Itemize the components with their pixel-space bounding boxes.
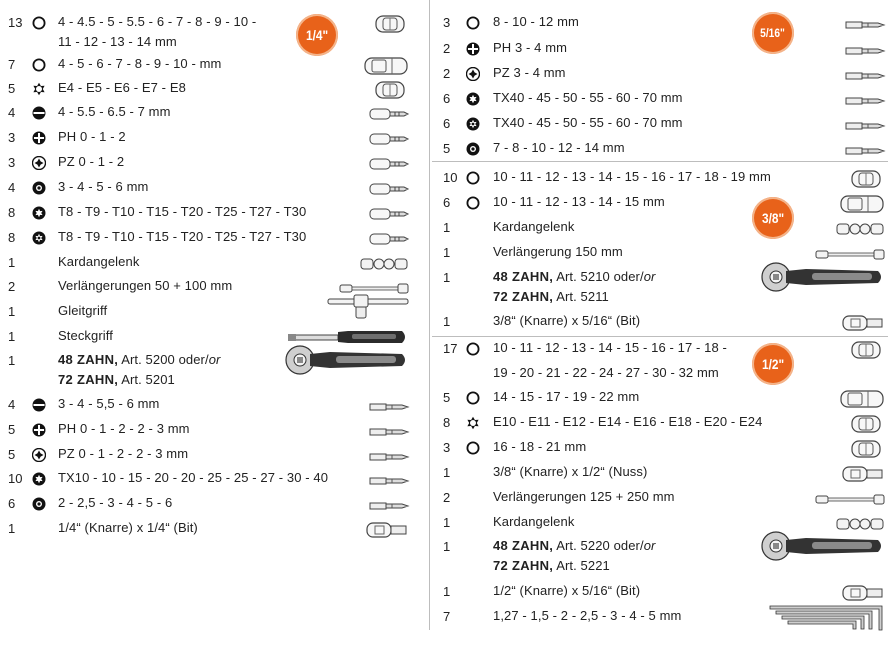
item-quantity: 5 [8, 447, 16, 462]
hex-socket-icon [466, 391, 480, 405]
item-description [493, 242, 623, 262]
bit-image [844, 94, 886, 112]
description-line-1: E4 - E5 - E6 - E7 - E8 [58, 80, 186, 95]
description-line-2: 11 - 12 - 13 - 14 mm [58, 34, 177, 49]
article-number: Art. 5200 oder/ [118, 352, 209, 367]
item-quantity: 3 [8, 130, 16, 145]
item-quantity: 10 [443, 170, 458, 185]
description-line-1: 10 - 11 - 12 - 13 - 14 - 15 - 16 - 17 - 18 - [493, 340, 727, 355]
description-line-1: 16 - 18 - 21 mm [493, 439, 587, 454]
description-line-1: PH 0 - 1 - 2 [58, 129, 126, 144]
description-line-1: T8 - T9 - T10 - T15 - T20 - T25 - T27 - T30 [58, 204, 307, 219]
article-number: Art. 5201 [118, 372, 175, 387]
hex-socket-icon [466, 171, 480, 185]
item-description [493, 606, 681, 626]
section-divider-38 [432, 161, 888, 162]
ujoint-image [834, 220, 886, 243]
item-description [58, 350, 220, 390]
bit-image [844, 44, 886, 62]
description-line-1: 10 - 11 - 12 - 13 - 14 - 15 mm [493, 194, 665, 209]
description-line-1: PZ 0 - 1 - 2 [58, 154, 125, 169]
item-quantity: 1 [8, 304, 16, 319]
item-quantity: 8 [8, 205, 16, 220]
or-italic: or [643, 538, 656, 553]
phillips-bit-icon [32, 423, 46, 437]
item-description [493, 437, 586, 457]
item-description [493, 113, 683, 133]
item-quantity: 5 [8, 81, 16, 96]
item-description [493, 536, 655, 576]
pozidriv-bit-icon [466, 67, 480, 81]
bit-image [368, 425, 410, 443]
teeth-count-72: 72 ZAHN, [58, 372, 119, 387]
item-quantity: 7 [8, 57, 16, 72]
hex-key-bit-icon [32, 497, 46, 511]
torx-bit-icon [32, 206, 46, 220]
adapter-image [364, 519, 410, 546]
item-quantity: 3 [8, 155, 16, 170]
item-description [493, 487, 675, 507]
article-number: Art. 5220 oder/ [553, 538, 644, 553]
item-description [58, 227, 306, 247]
description-line-1: Steckgriff [58, 328, 113, 343]
slotted-bit-icon [32, 398, 46, 412]
item-description [58, 444, 188, 464]
hex-key-bit-icon [32, 181, 46, 195]
item-quantity: 1 [443, 220, 451, 235]
item-quantity: 8 [8, 230, 16, 245]
item-description [58, 394, 160, 414]
deep-socket-image [362, 55, 410, 82]
description-line-1: 1/4“ (Knarre) x 1/4“ (Bit) [58, 520, 198, 535]
item-description [493, 311, 640, 331]
teeth-count-48: 48 ZAHN, [493, 269, 554, 284]
item-quantity: 17 [443, 341, 458, 356]
adapter-image [840, 312, 886, 339]
teeth-count-48: 48 ZAHN, [493, 538, 554, 553]
item-quantity: 5 [8, 422, 16, 437]
ratchet-image [278, 344, 410, 389]
item-quantity: 5 [443, 141, 451, 156]
description-line-1: 3 - 4 - 5,5 - 6 mm [58, 396, 160, 411]
description-line-1: 3 - 4 - 5 - 6 mm [58, 179, 149, 194]
description-line-1: PH 3 - 4 mm [493, 40, 568, 55]
item-description [493, 387, 639, 407]
item-description [493, 38, 567, 58]
item-description [58, 276, 232, 296]
description-line-2: 19 - 20 - 21 - 22 - 24 - 27 - 30 - 32 mm [493, 365, 719, 380]
description-line-1: Kardangelenk [493, 514, 575, 529]
teeth-count-72: 72 ZAHN, [493, 558, 554, 573]
item-description [493, 12, 579, 32]
description-line-1: 4 - 5 - 6 - 7 - 8 - 9 - 10 - mm [58, 56, 222, 71]
description-line-1: Verlängerung 150 mm [493, 244, 623, 259]
hex-socket-icon [466, 441, 480, 455]
item-description [58, 301, 107, 321]
description-line-1: 2 - 2,5 - 3 - 4 - 5 - 6 [58, 495, 173, 510]
or-italic: or [643, 269, 656, 284]
e-torx-socket-icon [466, 416, 480, 430]
item-description [493, 192, 665, 212]
hex-socket-icon [466, 16, 480, 30]
item-description [58, 202, 306, 222]
item-quantity: 1 [8, 521, 16, 536]
description-line-1: E10 - E11 - E12 - E14 - E16 - E18 - E20 - E24 [493, 414, 763, 429]
hex-socket-icon [32, 58, 46, 72]
item-quantity: 5 [443, 390, 451, 405]
description-line-1: 4 - 4.5 - 5 - 5.5 - 6 - 7 - 8 - 9 - 10 - [58, 14, 257, 29]
pozidriv-bit-icon [32, 156, 46, 170]
article-number: Art. 5210 oder/ [553, 269, 644, 284]
bit-socket-image [368, 231, 410, 252]
bit-image [844, 18, 886, 36]
adapter-image [840, 463, 886, 490]
bit-socket-image [368, 106, 410, 127]
description-line-1: 1,27 - 1,5 - 2 - 2,5 - 3 - 4 - 5 mm [493, 608, 682, 623]
column-divider [429, 0, 430, 630]
item-description [58, 177, 148, 197]
item-description [493, 512, 574, 532]
socket-image [370, 79, 410, 106]
bit-image [368, 400, 410, 418]
badge-quarter-inch: 1/4" [296, 14, 338, 56]
item-quantity: 8 [443, 415, 451, 430]
item-description [58, 518, 198, 538]
socket-image [846, 168, 886, 195]
description-line-1: T8 - T9 - T10 - T15 - T20 - T25 - T27 - T30 [58, 229, 307, 244]
item-quantity: 1 [8, 329, 16, 344]
item-description [493, 412, 762, 432]
description-line-1: Gleitgriff [58, 303, 108, 318]
item-description [58, 252, 139, 272]
pozidriv-bit-icon [32, 448, 46, 462]
item-quantity: 2 [443, 66, 451, 81]
teeth-count-72: 72 ZAHN, [493, 289, 554, 304]
item-quantity: 1 [443, 465, 451, 480]
badge-three-eighth-inch: 3/8" [752, 197, 794, 239]
item-description [493, 88, 683, 108]
or-italic: or [208, 352, 221, 367]
item-quantity: 4 [8, 397, 16, 412]
item-description [493, 462, 647, 482]
description-line-1: TX10 - 10 - 15 - 20 - 20 - 25 - 25 - 27 - 30 - 40 [58, 470, 329, 485]
deep-socket-image [838, 193, 886, 220]
item-quantity: 4 [8, 180, 16, 195]
description-line-1: 3/8“ (Knarre) x 1/2“ (Nuss) [493, 464, 648, 479]
socket-image [846, 413, 886, 440]
bit-socket-image [368, 181, 410, 202]
bit-socket-image [368, 206, 410, 227]
description-line-1: Verlängerungen 125 + 250 mm [493, 489, 675, 504]
item-description [493, 63, 566, 83]
item-quantity: 1 [8, 255, 16, 270]
item-quantity: 4 [8, 105, 16, 120]
item-description [58, 102, 171, 122]
description-line-1: 3/8“ (Knarre) x 5/16“ (Bit) [493, 313, 641, 328]
item-quantity: 1 [443, 270, 451, 285]
description-line-1: 10 - 11 - 12 - 13 - 14 - 15 - 16 - 17 - 18 - 19 mm [493, 169, 771, 184]
ujoint-image [358, 255, 410, 278]
torx-bit-icon [466, 92, 480, 106]
item-quantity: 2 [443, 490, 451, 505]
description-line-1: Kardangelenk [493, 219, 575, 234]
item-quantity: 6 [443, 195, 451, 210]
item-quantity: 2 [443, 41, 451, 56]
item-description [58, 152, 124, 172]
item-description [58, 419, 190, 439]
e-torx-socket-icon [32, 82, 46, 96]
hex-socket-icon [466, 342, 480, 356]
item-quantity: 6 [443, 91, 451, 106]
item-description [58, 12, 256, 52]
ratchet-image [754, 261, 886, 306]
bit-image [844, 69, 886, 87]
item-quantity: 1 [443, 245, 451, 260]
item-description [58, 127, 126, 147]
hexkeys-image [766, 603, 886, 638]
badge-half-inch: 1/2" [752, 343, 794, 385]
item-description [58, 468, 328, 488]
bit-image [368, 450, 410, 468]
description-line-1: 7 - 8 - 10 - 12 - 14 mm [493, 140, 625, 155]
item-description [58, 326, 113, 346]
item-quantity: 7 [443, 609, 451, 624]
item-quantity: 1 [443, 584, 451, 599]
ratchet-image [754, 530, 886, 575]
description-line-1: 14 - 15 - 17 - 19 - 22 mm [493, 389, 640, 404]
item-quantity: 6 [443, 116, 451, 131]
socket-image [846, 339, 886, 366]
description-line-1: PZ 0 - 1 - 2 - 2 - 3 mm [58, 446, 189, 461]
item-quantity: 3 [443, 440, 451, 455]
socket-image [370, 13, 410, 40]
bit-socket-image [368, 156, 410, 177]
bit-image [368, 499, 410, 517]
badge-five-sixteenth-inch: 5/16" [752, 12, 794, 54]
item-quantity: 1 [443, 314, 451, 329]
phillips-bit-icon [32, 131, 46, 145]
description-line-1: 8 - 10 - 12 mm [493, 14, 579, 29]
item-description [493, 267, 655, 307]
item-quantity: 10 [8, 471, 23, 486]
description-line-1: Kardangelenk [58, 254, 140, 269]
description-line-1: Verlängerungen 50 + 100 mm [58, 278, 233, 293]
extension-image [814, 492, 886, 511]
tbar-image [326, 293, 410, 328]
bit-image [844, 119, 886, 137]
item-quantity: 1 [8, 353, 16, 368]
deep-socket-image [838, 388, 886, 415]
item-quantity: 1 [443, 539, 451, 554]
slotted-bit-icon [32, 106, 46, 120]
description-line-1: TX40 - 45 - 50 - 55 - 60 - 70 mm [493, 90, 683, 105]
item-quantity: 1 [443, 515, 451, 530]
bit-image [368, 474, 410, 492]
torx-bit-icon [32, 472, 46, 486]
hex-socket-icon [32, 16, 46, 30]
description-line-1: 1/2“ (Knarre) x 5/16“ (Bit) [493, 583, 641, 598]
item-quantity: 6 [8, 496, 16, 511]
item-quantity: 2 [8, 279, 16, 294]
description-line-1: 4 - 5.5 - 6.5 - 7 mm [58, 104, 171, 119]
item-description [493, 217, 574, 237]
item-quantity: 3 [443, 15, 451, 30]
torx-tamper-bit-icon [32, 231, 46, 245]
item-quantity: 13 [8, 15, 23, 30]
description-line-1: TX40 - 45 - 50 - 55 - 60 - 70 mm [493, 115, 683, 130]
description-line-1: PZ 3 - 4 mm [493, 65, 566, 80]
item-description [58, 493, 172, 513]
article-number: Art. 5221 [553, 558, 610, 573]
item-description [493, 338, 727, 383]
teeth-count-48: 48 ZAHN, [58, 352, 119, 367]
bit-image [844, 144, 886, 162]
bit-socket-image [368, 131, 410, 152]
item-description [493, 167, 771, 187]
phillips-bit-icon [466, 42, 480, 56]
torx-tamper-bit-icon [466, 117, 480, 131]
hex-key-bit-icon [466, 142, 480, 156]
hex-socket-icon [466, 196, 480, 210]
item-description [58, 78, 186, 98]
article-number: Art. 5211 [553, 289, 609, 304]
item-description [58, 54, 221, 74]
item-description [493, 138, 625, 158]
item-description [493, 581, 640, 601]
socket-image [846, 438, 886, 465]
section-divider-12 [432, 336, 888, 337]
description-line-1: PH 0 - 1 - 2 - 2 - 3 mm [58, 421, 190, 436]
